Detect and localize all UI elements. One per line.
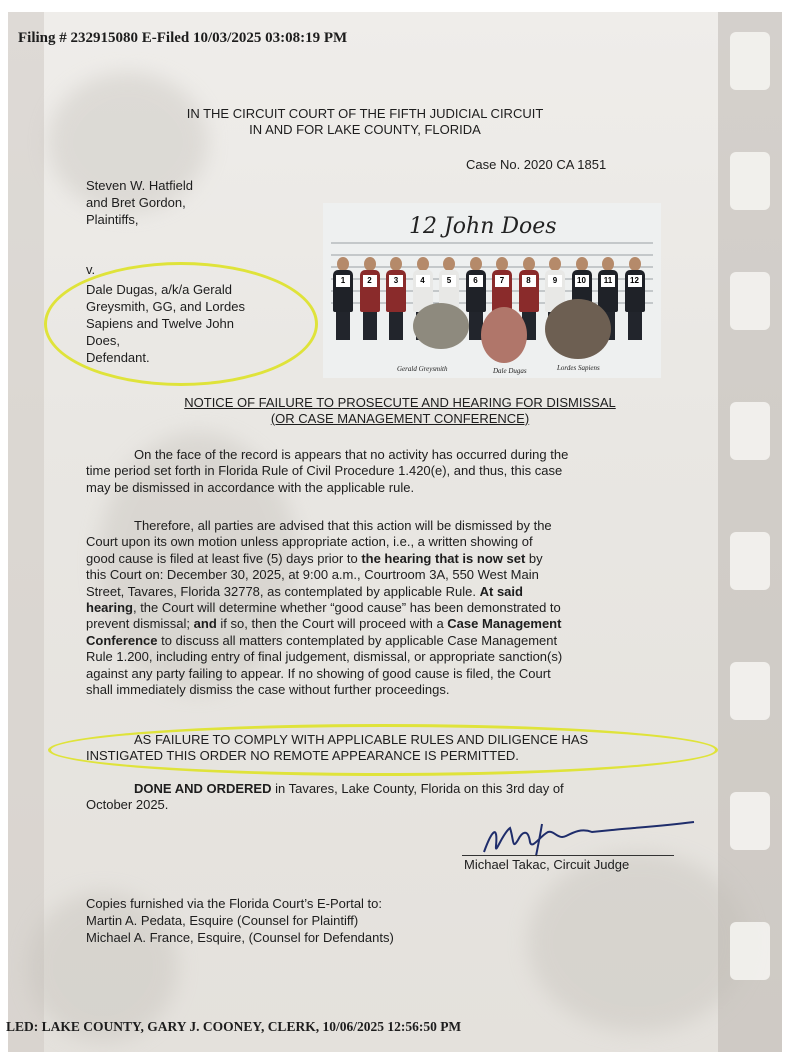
lineup-number-card: 10 [575, 275, 589, 287]
text-run: in Tavares, Lake County, Florida on this 3rd day of [271, 781, 564, 796]
text-run-bold: At said [479, 583, 523, 599]
person-legs [389, 312, 403, 340]
paragraph-line: AS FAILURE TO COMPLY WITH APPLICABLE RULES AND DILIGENCE HAS [134, 732, 589, 747]
defendant-line: Does, [86, 333, 120, 348]
text-run-bold: and [193, 616, 217, 632]
defendant-line: Greysmith, GG, and Lordes [86, 299, 245, 314]
paragraph-line: Rule 1.200, including entry of final judgement, dismissal, or appropriate sanction(s) [86, 649, 563, 665]
paragraph-line: October 2025. [86, 797, 169, 813]
text-run: prevent dismissal; [86, 616, 194, 632]
plaintiff-name: Steven W. Hatfield [86, 178, 193, 193]
text-run: if so, then the Court will proceed with a [216, 616, 448, 632]
lineup-number-card: 6 [469, 275, 483, 287]
lineup-person [333, 257, 353, 340]
paragraph-1 [86, 447, 682, 496]
lineup-number-card: 8 [522, 275, 536, 287]
lineup-number-card: 9 [548, 275, 562, 287]
paragraph-line: time period set forth in Florida Rule of Civil Procedure 1.420(e), and thus, this case [86, 463, 563, 479]
person-head [576, 257, 588, 271]
film-sprocket [730, 792, 770, 850]
person-head [390, 257, 402, 271]
case-number: Case No. 2020 CA 1851 [466, 157, 607, 172]
film-sprocket [730, 532, 770, 590]
text-run-bold: Case Management [447, 616, 562, 632]
caption-lordes: Lordes Sapiens [557, 364, 600, 372]
film-sprocket [730, 272, 770, 330]
paragraph-line [86, 600, 682, 616]
film-sprocket [730, 152, 770, 210]
defendant-line: Dale Dugas, a/k/a Gerald [86, 282, 232, 297]
paragraph-line [86, 781, 682, 797]
person-head [417, 257, 429, 271]
lineup-number-card: 5 [442, 275, 456, 287]
text-run: by [525, 550, 543, 566]
copies-recipient: Michael A. France, Esquire, (Counsel for Defendants) [86, 930, 394, 945]
lineup-number-card: 12 [628, 275, 642, 287]
man-face-icon [481, 307, 527, 363]
paragraph-line: shall immediately dismiss the case without further proceedings. [86, 682, 450, 698]
text-run-bold: the hearing that is now set [361, 550, 526, 566]
lineup-number-card: 1 [336, 275, 350, 287]
notice-title-line1: NOTICE OF FAILURE TO PROSECUTE AND HEARING FOR DISMISSAL [184, 395, 616, 410]
person-legs [336, 312, 350, 340]
lineup-number-card: 3 [389, 275, 403, 287]
paragraph-line: INSTIGATED THIS ORDER NO REMOTE APPEARANCE IS PERMITTED. [86, 748, 519, 764]
film-sprocket [730, 662, 770, 720]
lineup-number-card: 2 [363, 275, 377, 287]
paragraph-line: may be dismissed in accordance with the applicable rule. [86, 479, 415, 495]
versus-label: v. [86, 262, 96, 277]
lineup-person [360, 257, 380, 340]
court-heading-line1: IN THE CIRCUIT COURT OF THE FIFTH JUDICIAL CIRCUIT [186, 106, 544, 121]
defendant-label: Defendant. [86, 350, 150, 365]
text-run: good cause is filed at least five (5) days prior to [86, 550, 362, 566]
court-heading-line2: IN AND FOR LAKE COUNTY, FLORIDA [249, 122, 481, 137]
person-head [443, 257, 455, 271]
paragraph-line: On the face of the record is appears that no activity has occurred during the [134, 447, 569, 462]
highlight-ellipse-defendants [44, 262, 318, 386]
person-head [523, 257, 535, 271]
text-run-bold: DONE AND ORDERED [134, 781, 272, 796]
person-legs [363, 312, 377, 340]
text-run-bold: hearing [86, 600, 133, 616]
text-run-bold: Conference [86, 632, 158, 648]
paragraph-2 [86, 518, 682, 698]
highlight-ellipse-remote-appearance [48, 724, 718, 776]
defendant-line: Sapiens and Twelve John [86, 316, 234, 331]
lineup-number-card: 7 [495, 275, 509, 287]
chimpanzee-face-icon [545, 299, 611, 359]
lineup-person [386, 257, 406, 340]
person-head [337, 257, 349, 271]
clerk-stamp: LED: LAKE COUNTY, GARY J. COONEY, CLERK, 10/06/2025 12:56:50 PM [6, 1019, 462, 1034]
copies-intro: Copies furnished via the Florida Court’s E-Portal to: [86, 896, 383, 911]
judge-name: Michael Takac, Circuit Judge [464, 857, 630, 872]
lineup-title: 12 John Does [409, 214, 557, 239]
notice-title-line2: (OR CASE MANAGEMENT CONFERENCE) [270, 411, 530, 426]
signature-line [462, 855, 674, 856]
copies-recipient: Martin A. Pedata, Esquire (Counsel for Plaintiff) [86, 913, 359, 928]
troll-face-icon [413, 303, 469, 349]
caption-gerald: Gerald Greysmith [397, 365, 448, 373]
text-run: Street, Tavares, Florida 32778, as contemplated by applicable Rule. [86, 583, 480, 599]
caption-dale: Dale Dugas [493, 367, 527, 375]
paragraph-line: against any party failing to appear. If no showing of good cause is filed, the Court [86, 665, 551, 681]
paragraph-line: this Court on: December 30, 2025, at 9:00 a.m., Courtroom 3A, 550 West Main [86, 567, 539, 583]
person-head [364, 257, 376, 271]
lineup-person [625, 257, 645, 340]
lineup-image [323, 203, 661, 378]
paragraph-line [86, 616, 682, 632]
plaintiff-name: and Bret Gordon, [86, 195, 186, 210]
paragraph-line: Court upon its own motion unless appropriate action, i.e., a written showing of [86, 534, 533, 550]
plaintiff-label: Plaintiffs, [86, 212, 139, 227]
text-run: , the Court will determine whether “good cause” has been demonstrated to [132, 600, 561, 616]
paragraph-line [86, 633, 682, 649]
person-head [496, 257, 508, 271]
film-strip-left [8, 12, 44, 1052]
paragraph-line: Therefore, all parties are advised that this action will be dismissed by the [134, 518, 552, 533]
film-sprocket [730, 402, 770, 460]
person-head [602, 257, 614, 271]
paper-stain [528, 852, 748, 1032]
person-head [549, 257, 561, 271]
film-sprocket [730, 32, 770, 90]
lineup-number-card: 11 [601, 275, 615, 287]
paragraph-line [86, 551, 682, 567]
paragraph-4 [86, 781, 682, 814]
lineup-number-card: 4 [416, 275, 430, 287]
person-head [470, 257, 482, 271]
text-run: to discuss all matters contemplated by applicable Case Management [157, 632, 558, 648]
paragraph-line [86, 584, 682, 600]
filing-stamp: Filing # 232915080 E-Filed 10/03/2025 03:08:19 PM [18, 30, 348, 46]
person-head [629, 257, 641, 271]
film-sprocket [730, 922, 770, 980]
person-legs [628, 312, 642, 340]
